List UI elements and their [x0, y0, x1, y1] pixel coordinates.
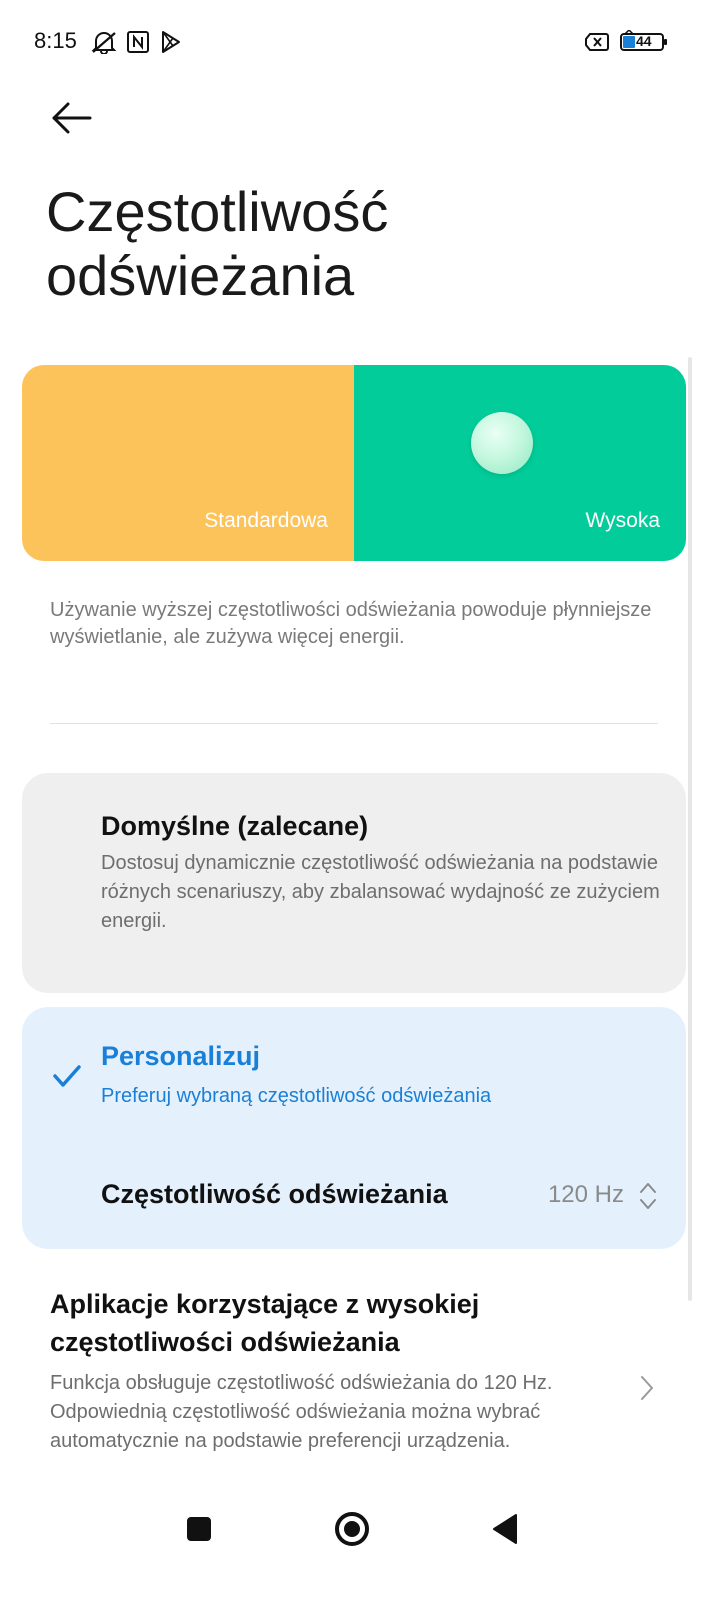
apps-title: Aplikacje korzystające z wysokiej częstotliwości odświeżania [50, 1289, 480, 1357]
nfc-icon [126, 30, 150, 54]
mode-custom-subtitle: Preferuj wybraną częstotliwość odświeżania [101, 1085, 492, 1107]
rate-option-standard-label: Standardowa [204, 509, 328, 532]
mode-option-default[interactable] [22, 773, 686, 993]
nav-back-button[interactable] [482, 1505, 530, 1553]
sim-off-icon [584, 30, 612, 54]
mode-default-subtitle: Dostosuj dynamicznie częstotliwość odświeżania na podstawie różnych scenariuszy, aby zbalansować wydajność ze zużyciem energii. [101, 852, 660, 932]
frequency-value: 120 Hz [547, 1181, 624, 1208]
back-triangle-icon [482, 1505, 530, 1553]
home-button[interactable] [328, 1505, 376, 1553]
frequency-label: Częstotliwość odświeżania [101, 1179, 448, 1209]
back-button[interactable] [44, 95, 96, 141]
rate-option-standard[interactable] [22, 365, 354, 561]
frequency-picker[interactable] [22, 1157, 686, 1237]
play-store-icon [160, 30, 182, 54]
apps-subtitle: Funkcja obsługuje częstotliwość odświeżania do 120 Hz. Odpowiednią częstotliwość odświeżania można wybrać automatycznie na podstawie preferencji urządzenia. [50, 1372, 553, 1452]
page-title: Częstotliwość odświeżania [46, 180, 389, 307]
battery-level: 44 [636, 33, 652, 49]
chevron-up-down-icon [638, 1179, 658, 1213]
recents-square-icon [175, 1505, 223, 1553]
arrow-left-icon [44, 95, 96, 141]
scrollbar[interactable] [688, 357, 692, 1301]
rate-option-high[interactable] [354, 365, 686, 561]
high-refresh-apps-item[interactable] [0, 1285, 700, 1485]
mute-icon [90, 30, 118, 54]
checkmark-icon [52, 1063, 82, 1089]
selected-indicator-knob [471, 412, 533, 474]
mode-custom-title: Personalizuj [101, 1041, 261, 1071]
rate-description: Używanie wyższej częstotliwości odświeżania powoduje płynniejsze wyświetlanie, ale zużywa więcej energii. [50, 599, 652, 648]
refresh-rate-selector[interactable] [22, 365, 686, 561]
status-time: 8:15 [34, 28, 77, 53]
divider [50, 723, 658, 724]
chevron-right-icon [638, 1373, 656, 1403]
mode-option-custom[interactable] [22, 1007, 686, 1249]
battery-icon [620, 30, 668, 54]
home-circle-icon [328, 1505, 376, 1553]
recents-button[interactable] [175, 1505, 223, 1553]
mode-default-title: Domyślne (zalecane) [101, 811, 369, 841]
rate-option-high-label: Wysoka [585, 509, 660, 532]
